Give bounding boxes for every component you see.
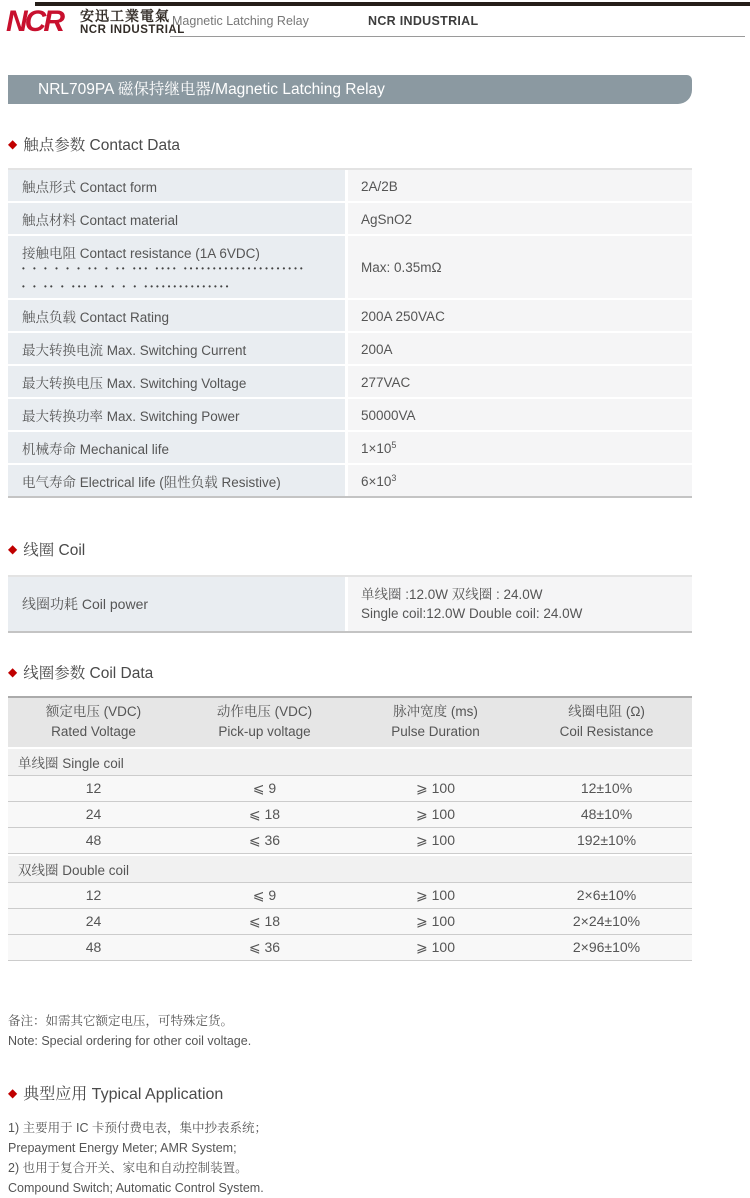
cell-pulse-duration: ⩾ 100 bbox=[416, 913, 455, 929]
application-line: 1) 主要用于 IC 卡预付费电表，集中抄表系统； bbox=[8, 1121, 268, 1135]
table-row bbox=[8, 776, 692, 802]
coil-power-table bbox=[8, 575, 692, 633]
row-label: 触点负载 Contact Rating bbox=[8, 300, 345, 331]
header-divider bbox=[170, 36, 745, 37]
ncr-logo-text bbox=[80, 9, 185, 37]
section-heading-coil bbox=[8, 538, 750, 560]
application-line: Compound Switch; Automatic Control System. bbox=[8, 1181, 264, 1195]
diamond-icon: ◆ bbox=[8, 542, 18, 556]
application-line: 2) 也用于复合开关、家电和自动控制装置。 bbox=[8, 1161, 248, 1175]
cell-coil-resistance: 2×96±10% bbox=[572, 939, 641, 955]
diamond-icon: ◆ bbox=[8, 137, 18, 151]
coil-power-cn: 单线圈 :12.0W 双线圈 : 24.0W bbox=[361, 587, 543, 602]
cell-pulse-duration: ⩾ 100 bbox=[416, 939, 455, 955]
diamond-icon: ◆ bbox=[8, 1085, 18, 1100]
table-row bbox=[8, 577, 692, 631]
cell-pickup-voltage: ⩽ 9 bbox=[252, 780, 277, 796]
column-header bbox=[521, 702, 692, 742]
leader-dots: • • • • • • •• • •• ••• •••• ••••••••••••••••••••• bbox=[22, 264, 306, 273]
subheader-double-coil: 双线圈 Double coil bbox=[8, 854, 692, 883]
table-row bbox=[8, 399, 692, 430]
section-heading-label: 典型应用 Typical Application bbox=[23, 1086, 224, 1103]
column-header-cn: 线圈电阻 (Ω) bbox=[568, 704, 645, 719]
row-value: 1×10 5 bbox=[348, 432, 692, 463]
row-label: 最大转换功率 Max. Switching Power bbox=[8, 399, 345, 430]
row-label: 线圈功耗 Coil power bbox=[8, 577, 345, 631]
column-header-en: Pick-up voltage bbox=[218, 724, 311, 739]
cell-coil-resistance: 2×6±10% bbox=[576, 887, 637, 903]
section-heading-typical-application bbox=[8, 1081, 750, 1104]
row-value: 277VAC bbox=[348, 366, 692, 397]
row-value bbox=[348, 577, 692, 631]
row-value: AgSnO2 bbox=[348, 203, 692, 234]
row-label: 触点材料 Contact material bbox=[8, 203, 345, 234]
company-name: NCR INDUSTRIAL bbox=[368, 14, 479, 28]
row-value: 2A/2B bbox=[348, 170, 692, 201]
cell-rated-voltage: 48 bbox=[85, 832, 102, 848]
column-header-en: Coil Resistance bbox=[559, 724, 654, 739]
leader-dots: • • •• • ••• •• • • • ••••••••••••••• bbox=[22, 282, 232, 291]
cell-coil-resistance: 48±10% bbox=[580, 806, 633, 822]
row-value: 50000VA bbox=[348, 399, 692, 430]
table-row bbox=[8, 802, 692, 828]
cell-coil-resistance: 12±10% bbox=[580, 780, 633, 796]
cell-pulse-duration: ⩾ 100 bbox=[416, 832, 455, 848]
logo-chinese-name: 安迅工業電氣 bbox=[80, 8, 170, 24]
value-base: 6×10 bbox=[361, 473, 392, 489]
row-label: 触点形式 Contact form bbox=[8, 170, 345, 201]
column-header bbox=[8, 702, 179, 742]
column-header bbox=[179, 702, 350, 742]
logo-english-name: NCR INDUSTRIAL bbox=[80, 24, 185, 36]
row-label-text: 接触电阻 Contact resistance (1A 6VDC) bbox=[22, 246, 260, 261]
row-value: 200A 250VAC bbox=[348, 300, 692, 331]
cell-rated-voltage: 12 bbox=[85, 887, 102, 903]
column-header-en: Pulse Duration bbox=[391, 724, 480, 739]
cell-pulse-duration: ⩾ 100 bbox=[416, 887, 455, 903]
column-header-cn: 额定电压 (VDC) bbox=[45, 704, 142, 719]
cell-rated-voltage: 48 bbox=[85, 939, 102, 955]
cell-pickup-voltage: ⩽ 9 bbox=[252, 887, 277, 903]
table-row bbox=[8, 366, 692, 397]
cell-coil-resistance: 2×24±10% bbox=[572, 913, 641, 929]
row-value: 6×10 3 bbox=[348, 465, 692, 496]
cell-pulse-duration: ⩾ 100 bbox=[416, 780, 455, 796]
table-row bbox=[8, 432, 692, 463]
row-label: 电气寿命 Electrical life (阻性负载 Resistive) bbox=[8, 465, 345, 496]
table-row bbox=[8, 203, 692, 234]
table-row bbox=[8, 935, 692, 961]
cell-pulse-duration: ⩾ 100 bbox=[416, 806, 455, 822]
note-cn: 备注：如需其它额定电压，可特殊定货。 bbox=[8, 1014, 234, 1028]
cell-rated-voltage: 12 bbox=[85, 780, 102, 796]
cell-pickup-voltage: ⩽ 18 bbox=[248, 913, 281, 929]
section-heading-label: 触点参数 Contact Data bbox=[23, 137, 181, 154]
note-en: Note: Special ordering for other coil voltage. bbox=[8, 1034, 252, 1048]
cell-pickup-voltage: ⩽ 36 bbox=[248, 832, 281, 848]
row-value: Max: 0.35mΩ bbox=[348, 236, 692, 298]
contact-data-table bbox=[8, 168, 692, 498]
diamond-icon: ◆ bbox=[8, 665, 18, 679]
table-row bbox=[8, 465, 692, 496]
coil-data-table bbox=[8, 696, 692, 961]
value-base: 1×10 bbox=[361, 440, 392, 456]
document-title: Magnetic Latching Relay bbox=[172, 14, 309, 28]
cell-rated-voltage: 24 bbox=[85, 913, 102, 929]
ncr-logo: NCR bbox=[6, 5, 62, 38]
table-row bbox=[8, 236, 692, 298]
product-title-bar: NRL709PA 磁保持继电器/Magnetic Latching Relay bbox=[8, 75, 692, 104]
application-text bbox=[8, 1118, 692, 1198]
column-header bbox=[350, 702, 521, 742]
cell-rated-voltage: 24 bbox=[85, 806, 102, 822]
column-header-en: Rated Voltage bbox=[51, 724, 136, 739]
section-heading-label: 线圈参数 Coil Data bbox=[23, 665, 154, 682]
table-row bbox=[8, 300, 692, 331]
table-row bbox=[8, 333, 692, 364]
row-value: 200A bbox=[348, 333, 692, 364]
table-row bbox=[8, 170, 692, 201]
cell-pickup-voltage: ⩽ 18 bbox=[248, 806, 281, 822]
cell-coil-resistance: 192±10% bbox=[576, 832, 637, 848]
section-heading-label: 线圈 Coil bbox=[23, 542, 86, 559]
notes-block bbox=[8, 1011, 692, 1051]
row-label bbox=[8, 236, 345, 298]
cell-pickup-voltage: ⩽ 36 bbox=[248, 939, 281, 955]
application-line: Prepayment Energy Meter; AMR System; bbox=[8, 1141, 237, 1155]
subheader-single-coil: 单线圈 Single coil bbox=[8, 747, 692, 776]
table-row bbox=[8, 883, 692, 909]
row-label: 机械寿命 Mechanical life bbox=[8, 432, 345, 463]
section-heading-coil-data bbox=[8, 661, 750, 683]
section-heading-contact-data bbox=[8, 133, 750, 155]
table-header-row bbox=[8, 696, 692, 747]
row-label: 最大转换电压 Max. Switching Voltage bbox=[8, 366, 345, 397]
row-label: 最大转换电流 Max. Switching Current bbox=[8, 333, 345, 364]
table-row bbox=[8, 828, 692, 854]
column-header-cn: 脉冲宽度 (ms) bbox=[393, 704, 478, 719]
coil-power-en: Single coil:12.0W Double coil: 24.0W bbox=[361, 606, 583, 621]
table-row bbox=[8, 909, 692, 935]
page-header bbox=[0, 0, 750, 68]
column-header-cn: 动作电压 (VDC) bbox=[216, 704, 313, 719]
